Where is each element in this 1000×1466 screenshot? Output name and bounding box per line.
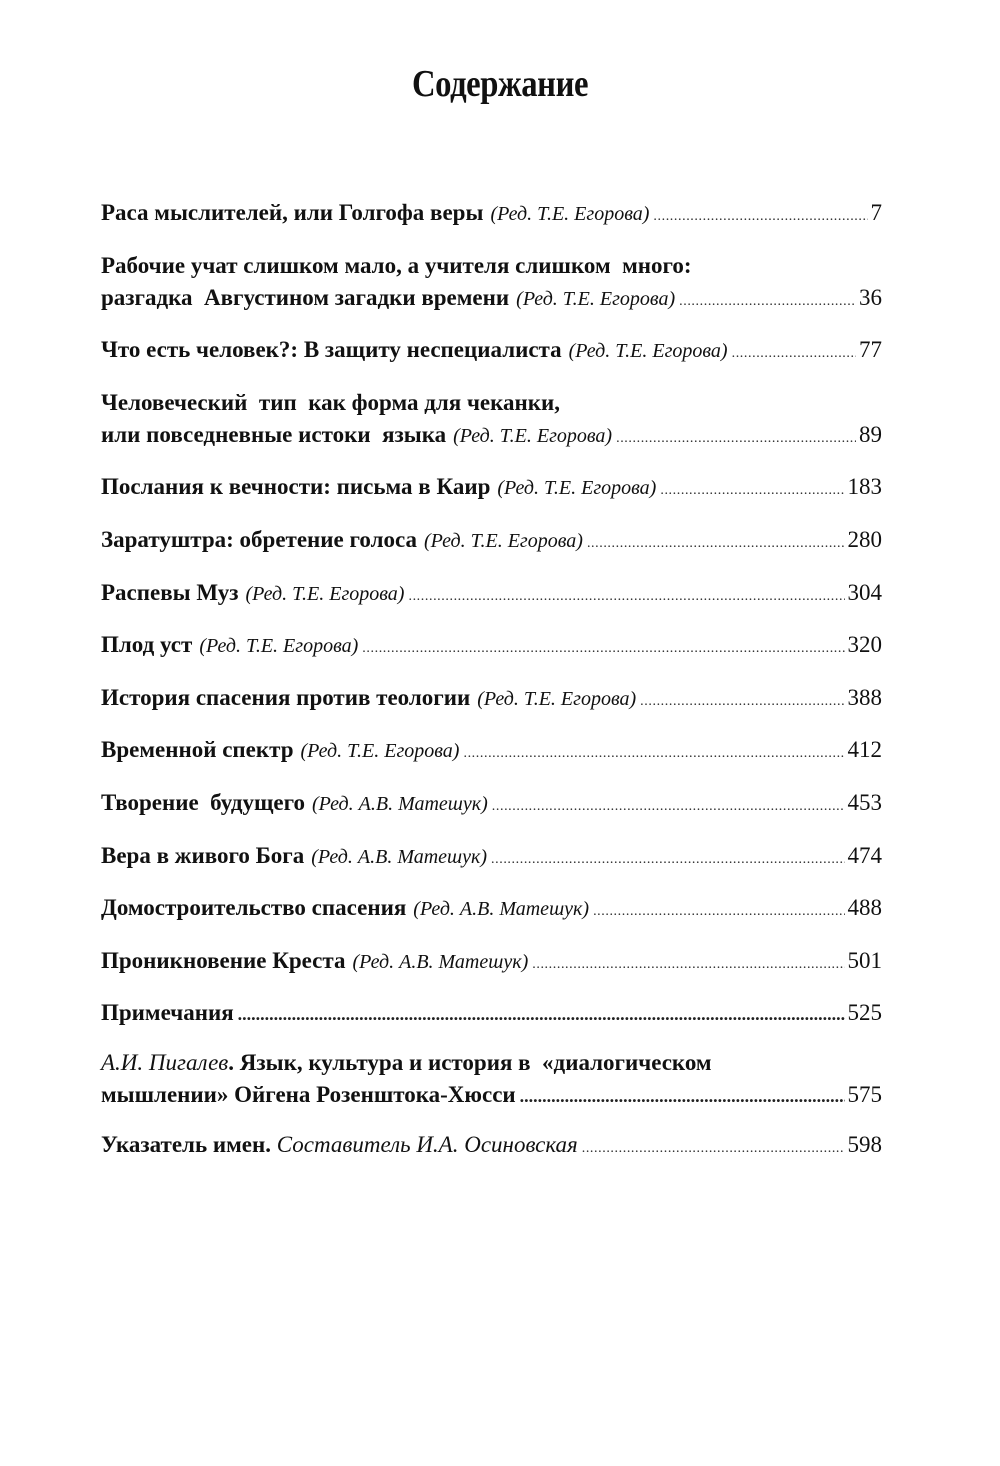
toc-line [101,387,882,419]
toc-line [101,282,882,318]
toc-entry-editor: (Ред. Т.Е. Егорова) [300,740,460,763]
toc-entry-page: 36 [859,284,882,310]
toc-line [101,1079,882,1112]
toc-line [101,471,882,507]
toc-entry-author: А.И. Пигалев [101,1049,229,1075]
toc-entry-page: 320 [847,632,882,658]
toc-entry[interactable] [101,577,882,613]
toc-entry-editor: (Ред. Т.Е. Егорова) [423,529,583,552]
toc-entry-title: Что есть человек?: В защиту неспециалиста [101,337,562,363]
toc-entry[interactable] [101,682,882,718]
toc-entry-title: Вера в живого Бога [101,842,305,868]
toc-entry-title: Раса мыслителей, или Голгофа веры [101,200,484,225]
toc-entry-page: 488 [847,895,882,921]
toc-entry-page: 77 [859,337,882,363]
toc-entry-page: 453 [847,789,882,815]
toc-entry[interactable] [101,387,882,455]
dot-leader [408,581,844,613]
toc-entry-page: 501 [847,947,882,973]
toc-entry-editor: (Ред. А.В. Матешук) [352,950,529,973]
toc-entry-page: 474 [847,842,882,868]
toc-entry-title: Плод уст [101,632,193,658]
toc-entry-editor: (Ред. Т.Е. Егорова) [477,687,637,710]
toc-line [101,1047,882,1079]
toc-entry-editor: (Ред. Т.Е. Егорова) [516,287,676,310]
toc-entry-title: Рабочие учат слишком мало, а учителя слишком много: [101,252,692,278]
toc-entry-title-continued: или повседневные истоки языка [101,421,447,447]
toc-entry-title: Послания к вечности: письма в Каир [101,474,491,500]
toc-line [101,577,882,613]
toc-entry-title: Распевы Муз [101,579,239,605]
toc-entry[interactable] [101,629,882,665]
toc-entry-title: Язык, культура и история в «диалогическом [239,1049,712,1075]
toc-entry-title: Заратуштра: обретение голоса [101,526,417,552]
toc-entry[interactable] [101,1129,882,1165]
toc-entry-page: 89 [859,421,882,447]
toc-entry-page: 7 [870,200,882,225]
toc-entry-page: 575 [847,1081,882,1107]
toc-entry-editor: (Ред. Т.Е. Егорова) [568,340,728,363]
dot-leader [582,1133,845,1165]
toc-entry-editor: (Ред. Т.Е. Егорова) [245,582,405,605]
toc-line [101,1129,882,1165]
toc-entry-title: История спасения против теологии [101,684,471,710]
toc-line [101,734,882,770]
dot-leader [587,528,845,560]
toc-entry[interactable] [101,997,882,1030]
dot-leader [491,844,844,876]
toc-entry-editor: (Ред. А.В. Матешук) [413,898,590,921]
toc-line [101,629,882,665]
toc-entry-editor: (Ред. А.В. Матешук) [311,792,488,815]
toc-line [101,945,882,981]
toc-entry-title-continued: разгадка Августином загадки времени [101,284,510,310]
toc-entry-page: 412 [847,737,882,763]
toc-entry-title: Временной спектр [101,737,294,763]
toc-line [101,787,882,823]
dot-leader [463,738,844,770]
toc-entry-editor: (Ред. Т.Е. Егорова) [199,635,359,658]
author-separator: . [228,1049,240,1075]
dot-leader [593,896,844,928]
toc-entry[interactable] [101,524,882,560]
table-of-contents [101,197,882,1181]
toc-entry-compiler: Составитель И.А. Осиновская [276,1131,578,1157]
dot-leader [732,338,856,370]
toc-entry-title: Творение будущего [101,789,305,815]
dot-leader [520,1080,845,1112]
toc-line [101,892,882,928]
toc-entry-page: 388 [847,684,882,710]
dot-leader [238,998,845,1030]
toc-entry-editor: (Ред. А.В. Матешук) [311,845,488,868]
toc-entry-page: 280 [847,526,882,552]
toc-entry-editor: (Ред. Т.Е. Егорова) [497,477,657,500]
page-title: Содержание [411,63,589,105]
dot-leader [362,633,844,665]
dot-leader [492,791,845,823]
toc-entry[interactable] [101,840,882,876]
dot-leader [640,686,844,718]
toc-line [101,419,882,455]
toc-entry[interactable] [101,334,882,370]
toc-entry[interactable] [101,787,882,823]
toc-line [101,334,882,370]
toc-entry[interactable] [101,945,882,981]
toc-entry[interactable] [101,471,882,507]
toc-entry-title-continued: мышлении» Ойгена Розенштока-Хюсси [101,1081,516,1107]
toc-entry-editor: (Ред. Т.Е. Егорова) [453,424,613,447]
toc-entry-page: 525 [847,1000,882,1026]
toc-entry[interactable] [101,250,882,318]
dot-leader [679,286,856,318]
dot-leader [616,423,856,455]
toc-entry-title: Примечания [101,1000,234,1026]
toc-entry-page: 183 [847,474,882,500]
toc-line [101,197,882,233]
toc-entry-editor: (Ред. Т.Е. Егорова) [490,203,650,225]
dot-leader [653,201,867,233]
toc-line [101,997,882,1030]
dot-leader [532,949,844,981]
title-separator: . [265,1131,277,1157]
toc-entry-title: Домостроительство спасения [101,895,407,921]
toc-entry-page: 598 [847,1131,882,1157]
toc-entry[interactable] [101,734,882,770]
toc-entry-title: Проникновение Креста [101,947,346,973]
toc-line [101,524,882,560]
toc-entry-title: Человеческий тип как форма для чеканки, [101,389,561,415]
toc-entry[interactable] [101,1047,882,1112]
toc-entry-page: 304 [847,579,882,605]
toc-line [101,682,882,718]
toc-entry-title: Указатель имен [101,1131,266,1157]
toc-entry[interactable] [101,197,882,233]
dot-leader [660,475,844,507]
toc-entry[interactable] [101,892,882,928]
toc-line [101,840,882,876]
toc-line [101,250,882,282]
